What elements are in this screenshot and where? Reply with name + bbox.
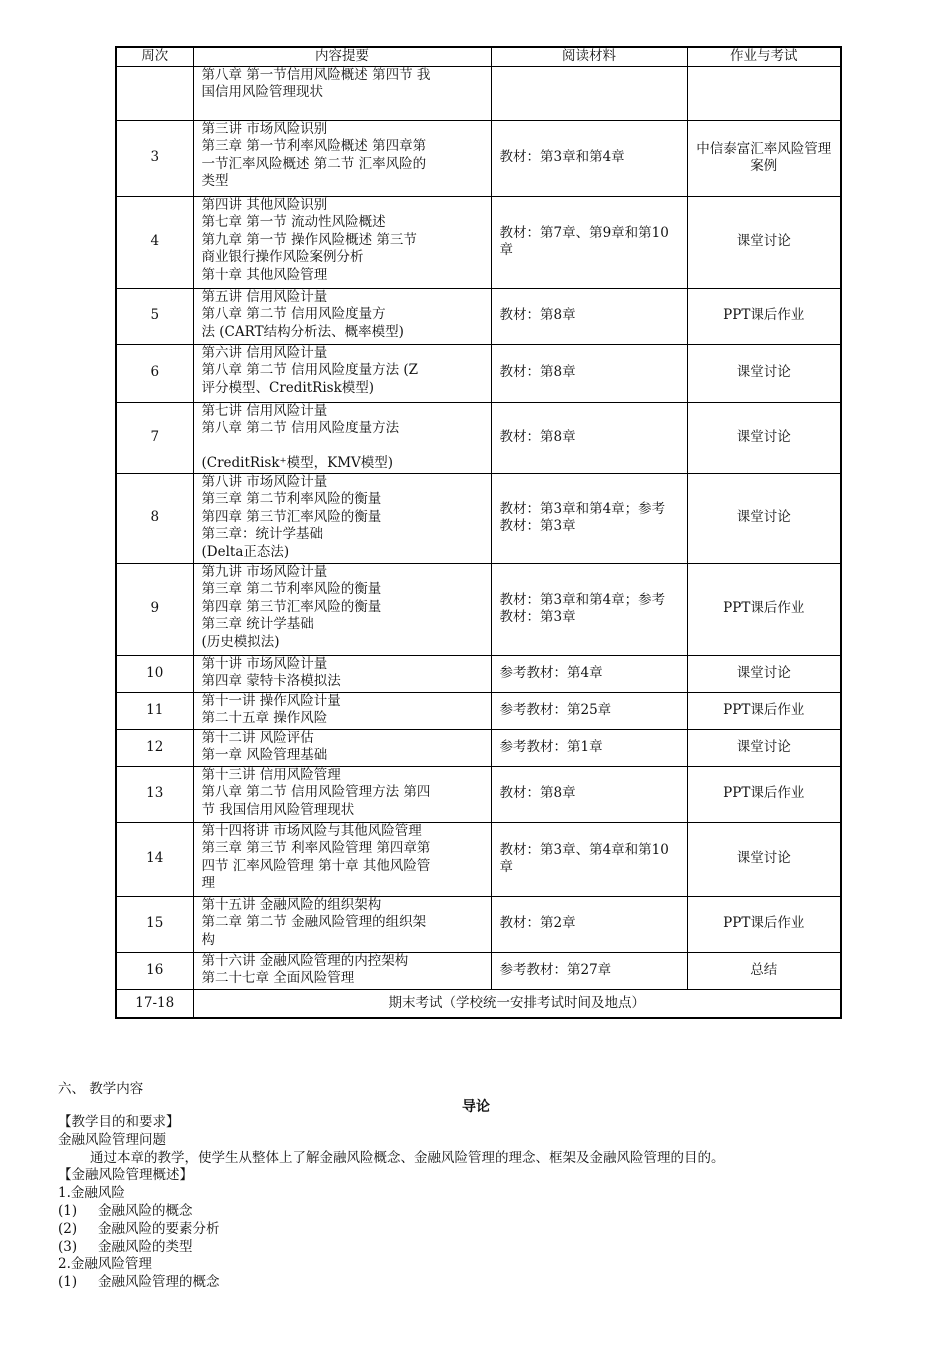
section-body [58, 1114, 928, 1292]
homework-cell: PPT课后作业 [687, 563, 841, 655]
table-row [116, 288, 841, 344]
reading-cell: 教材：第8章 [491, 288, 687, 344]
content-cell [193, 196, 491, 288]
week-cell: 12 [116, 729, 193, 766]
content-line: 四节 汇率风险管理 第十章 其他风险管 [201, 857, 431, 874]
reading-cell: 参考教材：第1章 [491, 729, 687, 766]
content-line: 第五讲 信用风险计量 [201, 288, 328, 305]
homework-cell [687, 66, 841, 120]
homework-cell: PPT课后作业 [687, 692, 841, 729]
homework-cell: 课堂讨论 [687, 473, 841, 563]
content-line: 第三章 第二节利率风险的衡量 [201, 581, 382, 597]
content-cell [193, 120, 491, 196]
content-line: 国信用风险管理现状 [201, 84, 323, 100]
week-cell: 7 [116, 402, 193, 473]
table-row [116, 563, 841, 655]
reading-cell [491, 66, 687, 120]
week-cell: 16 [116, 952, 193, 989]
content-line: 第四章 蒙特卡洛模拟法 [201, 673, 341, 689]
content-cell [193, 66, 491, 120]
table-row [116, 729, 841, 766]
homework-cell: 中信泰富汇率风险管理案例 [687, 120, 841, 196]
table-row [116, 402, 841, 473]
homework-cell: 课堂讨论 [687, 196, 841, 288]
week-cell: 15 [116, 896, 193, 952]
content-cell [193, 655, 491, 692]
content-line: 第六讲 信用风险计量 [201, 344, 328, 361]
week-cell: 4 [116, 196, 193, 288]
week-cell: 5 [116, 288, 193, 344]
content-line: 第四讲 其他风险识别 [201, 196, 328, 213]
reading-cell: 教材：第7章、第9章和第10章 [491, 196, 687, 288]
homework-cell: 课堂讨论 [687, 655, 841, 692]
header-homework: 作业与考试 [687, 47, 841, 66]
list-item-text: 金融风险管理的概念 [98, 1274, 220, 1291]
list-item [58, 1203, 928, 1221]
homework-cell: 课堂讨论 [687, 402, 841, 473]
content-line: 第十二讲 风险评估 [201, 729, 314, 746]
reading-cell: 教材：第8章 [491, 344, 687, 402]
table-row [116, 196, 841, 288]
homework-cell: 课堂讨论 [687, 344, 841, 402]
content-cell [193, 473, 491, 563]
content-line: 第三讲 市场风险识别 [201, 120, 328, 137]
week-cell: 9 [116, 563, 193, 655]
table-body [116, 66, 841, 1018]
reading-cell: 教材：第3章和第4章 [491, 120, 687, 196]
content-line: 第八章 第一节信用风险概述 第四节 我 [201, 66, 431, 83]
content-line: 第十四将讲 市场风险与其他风险管理 [201, 822, 422, 839]
content-cell [193, 822, 491, 896]
chapter-heading: 导论 [462, 1099, 490, 1115]
homework-cell: PPT课后作业 [687, 766, 841, 822]
homework-cell: 课堂讨论 [687, 822, 841, 896]
content-line: 评分模型、CreditRisk模型) [201, 379, 375, 396]
content-line: 第四章 第三节汇率风险的衡量 [201, 508, 382, 525]
reading-cell: 参考教材：第27章 [491, 952, 687, 989]
reading-cell: 教材：第8章 [491, 402, 687, 473]
content-line: 第八章 第二节 信用风险度量方法 [201, 420, 400, 436]
list-item-text: 金融风险的概念 [98, 1202, 193, 1219]
list-item [58, 1221, 928, 1239]
reading-cell: 参考教材：第25章 [491, 692, 687, 729]
content-cell [193, 952, 491, 989]
reading-cell: 教材：第2章 [491, 896, 687, 952]
final-exam-row [116, 989, 841, 1018]
week-cell: 14 [116, 822, 193, 896]
table-row [116, 344, 841, 402]
week-cell: 8 [116, 473, 193, 563]
table-row [116, 896, 841, 952]
content-line: 商业银行操作风险案例分析 [201, 249, 364, 265]
content-line: 第十章 其他风险管理 [201, 266, 328, 283]
content-line: 第三章 第三节 利率风险管理 第四章第 [201, 840, 431, 856]
content-line: 第三章 第一节利率风险概述 第四章第 [201, 138, 427, 154]
header-reading: 阅读材料 [491, 47, 687, 66]
content-line: 类型 [201, 173, 229, 189]
content-line: 第七章 第一节 流动性风险概述 [201, 214, 386, 230]
table-row [116, 822, 841, 896]
reading-cell: 教材：第3章和第4章；参考教材：第3章 [491, 473, 687, 563]
content-line: 节 我国信用风险管理现状 [201, 801, 355, 818]
content-line: 第十讲 市场风险计量 [201, 655, 328, 672]
content-cell [193, 896, 491, 952]
content-line: (历史模拟法) [201, 633, 280, 650]
header-content: 内容提要 [193, 47, 491, 66]
content-line: 第二十七章 全面风险管理 [201, 970, 355, 986]
content-line: 第九讲 市场风险计量 [201, 563, 328, 580]
table-row [116, 952, 841, 989]
reading-cell: 教材：第3章和第4章；参考教材：第3章 [491, 563, 687, 655]
content-line: 第八章 第二节 信用风险管理方法 第四 [201, 784, 431, 800]
table-row [116, 473, 841, 563]
table-row [116, 66, 841, 120]
week-cell: 11 [116, 692, 193, 729]
list-item-text: 金融风险的要素分析 [98, 1220, 220, 1237]
section-line: 2.金融风险管理 [58, 1256, 152, 1273]
content-cell [193, 692, 491, 729]
content-line: 第三章 第二节利率风险的衡量 [201, 491, 382, 507]
homework-cell: PPT课后作业 [687, 896, 841, 952]
content-line: 第十五讲 金融风险的组织架构 [201, 896, 382, 913]
content-line: (Delta正态法) [201, 543, 290, 560]
content-line [202, 438, 483, 456]
list-item-number: (1) [58, 1274, 78, 1291]
paragraph: 通过本章的教学，使学生从整体上了解金融风险概念、金融风险管理的理念、框架及金融风险管理的目的。 [90, 1149, 725, 1166]
content-line: 法 (CART结构分析法、概率模型) [201, 323, 404, 340]
list-item-number: (3) [58, 1238, 78, 1255]
content-cell [193, 402, 491, 473]
reading-cell: 教材：第8章 [491, 766, 687, 822]
content-line: 第九章 第一节 操作风险概述 第三节 [201, 231, 417, 248]
content-cell [193, 288, 491, 344]
content-line: 第一章 风险管理基础 [201, 747, 328, 763]
content-line: 第八章 第二节 信用风险度量方法 (Z [201, 362, 419, 378]
content-cell [193, 344, 491, 402]
content-line: 理 [201, 875, 215, 891]
list-item-text: 金融风险的类型 [98, 1238, 193, 1255]
content-line: 构 [201, 931, 215, 948]
section-line: 1.金融风险 [58, 1185, 125, 1202]
content-line: 第三章 统计学基础 [201, 616, 314, 632]
header-week: 周次 [116, 47, 193, 66]
content-cell [193, 563, 491, 655]
table-row [116, 655, 841, 692]
list-item-number: (2) [58, 1220, 78, 1237]
homework-cell: 课堂讨论 [687, 729, 841, 766]
content-line: 第十一讲 操作风险计量 [201, 692, 341, 709]
content-line: 第十三讲 信用风险管理 [201, 766, 341, 783]
week-cell: 6 [116, 344, 193, 402]
section-line: 【金融风险管理概述】 [58, 1167, 193, 1184]
final-exam-cell: 期末考试（学校统一安排考试时间及地点） [193, 989, 841, 1018]
reading-cell: 教材：第3章、第4章和第10章 [491, 822, 687, 896]
list-item-number: (1) [58, 1202, 78, 1219]
reading-cell: 参考教材：第4章 [491, 655, 687, 692]
content-line: (CreditRisk⁺模型，KMV模型) [201, 455, 394, 471]
homework-cell: PPT课后作业 [687, 288, 841, 344]
section-line: 【教学目的和要求】 [58, 1114, 180, 1130]
content-line: 第四章 第三节汇率风险的衡量 [201, 598, 382, 615]
content-line: 第二十五章 操作风险 [201, 710, 328, 726]
schedule-table [115, 46, 842, 1019]
content-line: 第二章 第二节 金融风险管理的组织架 [201, 914, 427, 930]
content-line: 一节汇率风险概述 第二节 汇率风险的 [201, 155, 427, 172]
table-row [116, 120, 841, 196]
content-line: 第十六讲 金融风险管理的内控架构 [201, 952, 409, 969]
table-row [116, 692, 841, 729]
week-cell [116, 66, 193, 120]
content-cell [193, 729, 491, 766]
week-cell: 13 [116, 766, 193, 822]
content-line: 第八讲 市场风险计量 [201, 473, 328, 490]
final-week-cell: 17-18 [116, 989, 193, 1018]
content-cell [193, 766, 491, 822]
homework-cell: 总结 [687, 952, 841, 989]
content-line: 第八章 第二节 信用风险度量方 [201, 306, 386, 322]
section-line: 金融风险管理问题 [58, 1131, 166, 1148]
table-row [116, 766, 841, 822]
table-header-row [116, 47, 841, 66]
content-line: 第七讲 信用风险计量 [201, 402, 328, 419]
list-item [58, 1239, 928, 1257]
list-item [58, 1274, 928, 1292]
week-cell: 3 [116, 120, 193, 196]
week-cell: 10 [116, 655, 193, 692]
content-line: 第三章：统计学基础 [201, 526, 323, 542]
section-title: 六、 教学内容 [58, 1081, 144, 1097]
